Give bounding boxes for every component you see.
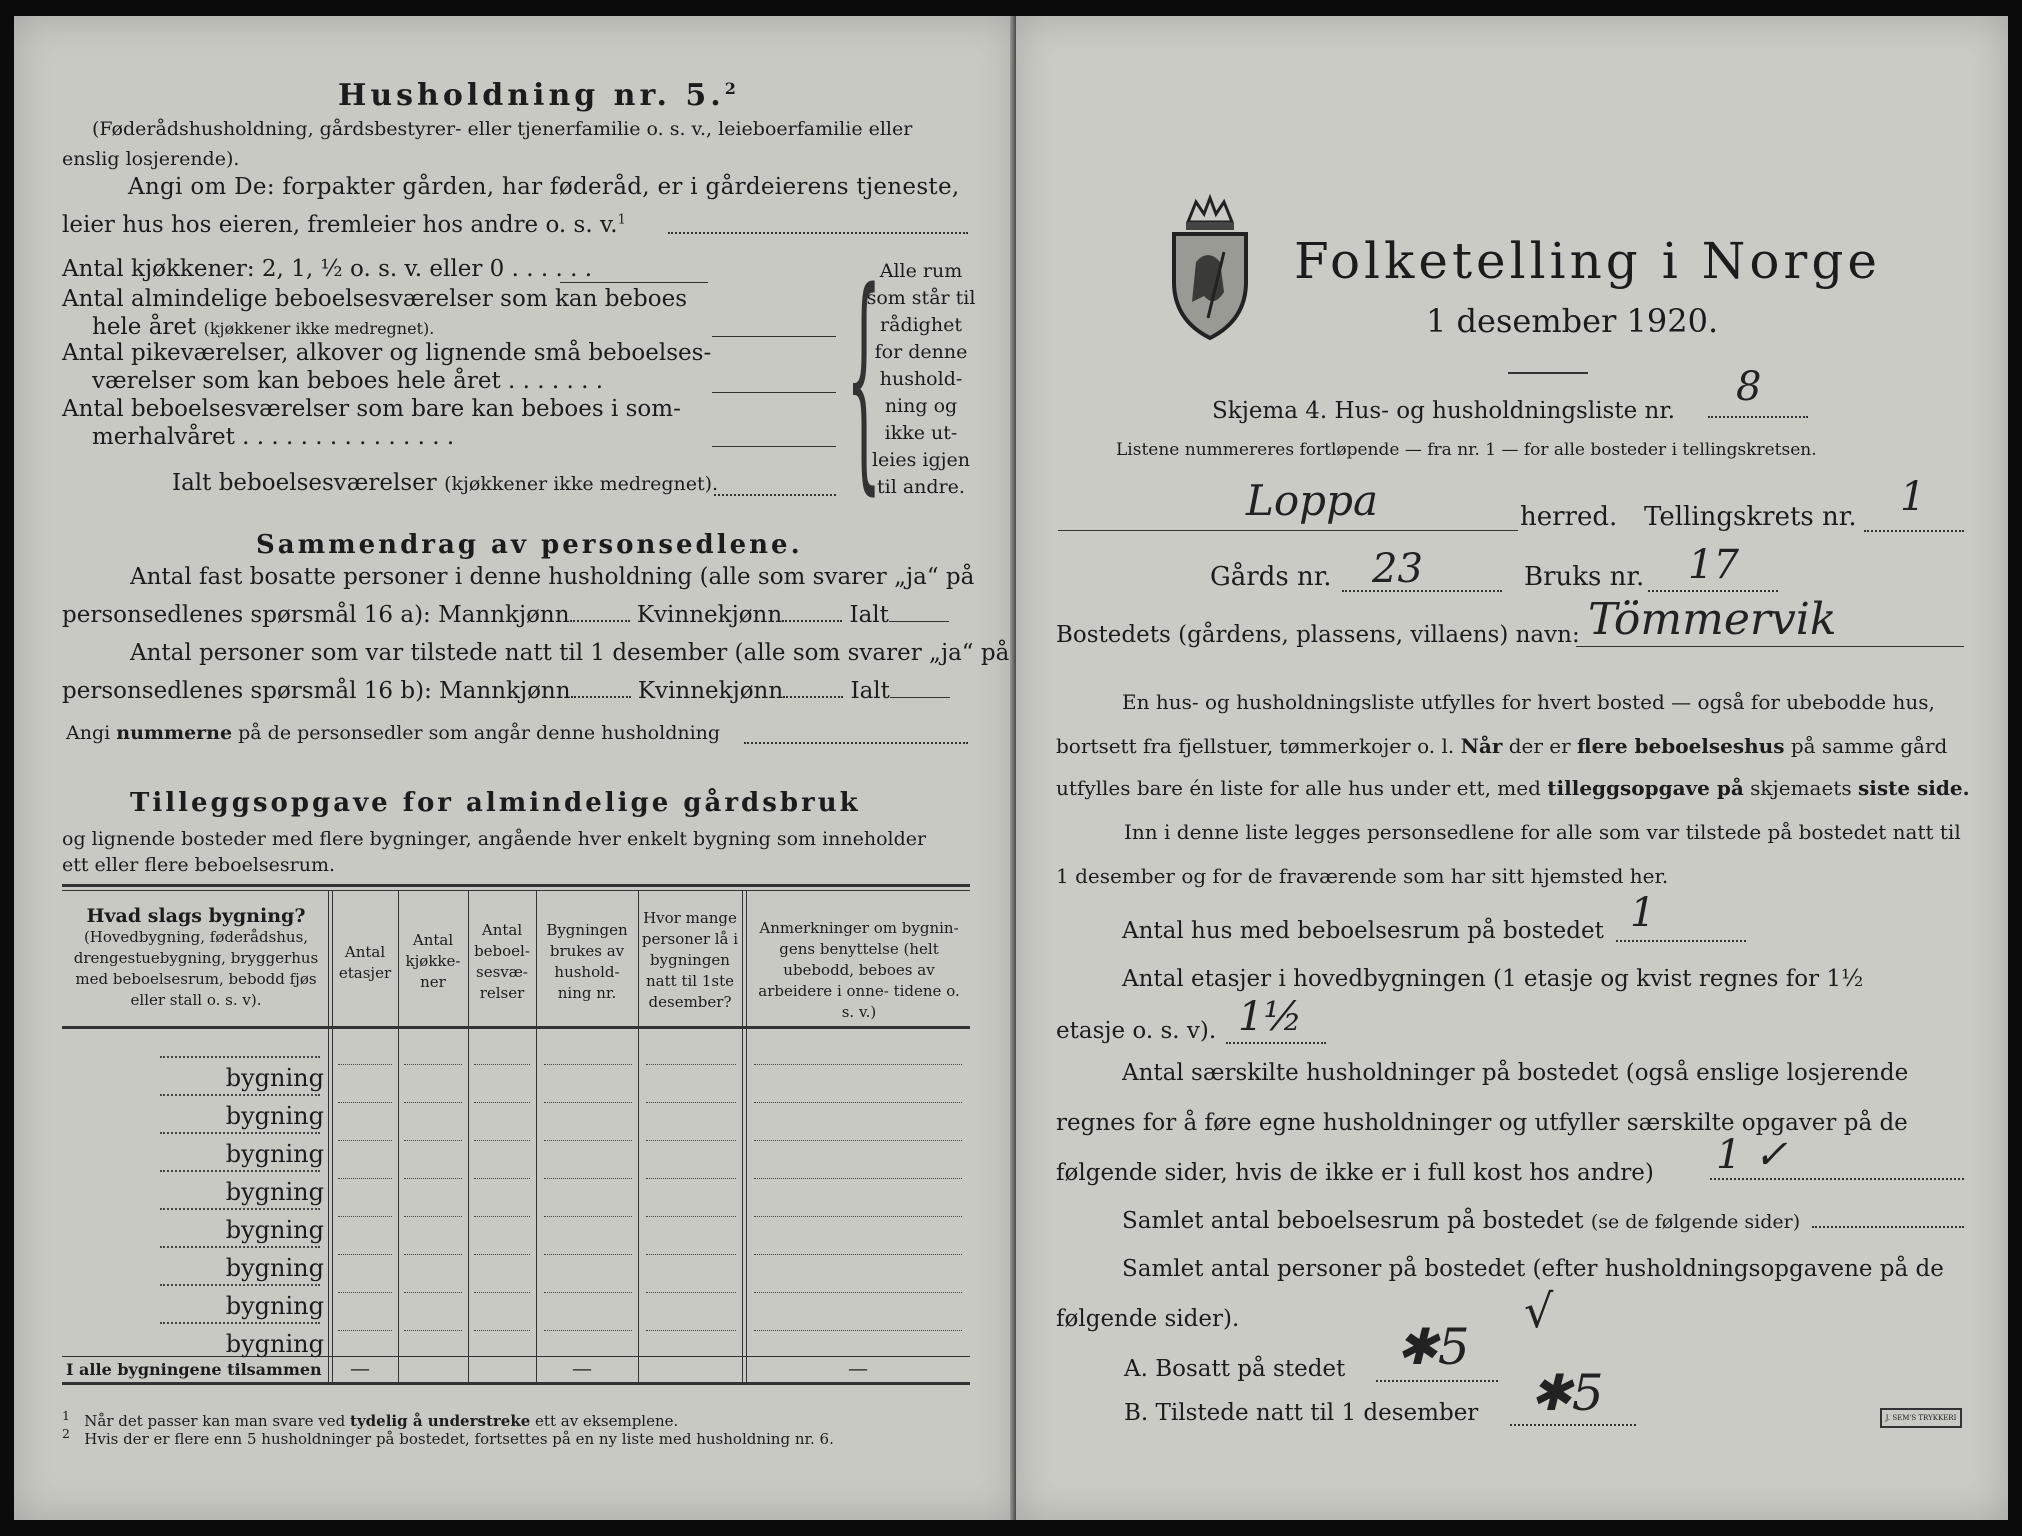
col-kjokkener-header: Antal kjøkke- ner — [405, 931, 461, 991]
building-row-cell[interactable] — [754, 1292, 962, 1293]
building-row-cell[interactable] — [474, 1178, 530, 1179]
building-row-cell[interactable] — [474, 1254, 530, 1255]
building-row-cell[interactable] — [404, 1178, 462, 1179]
instr-1c: utfylles bare én liste for alle hus under ett, med tilleggsopgave på skjemaets siste side. — [1056, 776, 1970, 800]
building-row-cell[interactable] — [646, 1102, 736, 1103]
building-row-cell[interactable] — [754, 1064, 962, 1065]
fast-line-1: Antal fast bosatte personer i denne husholdning (alle som svarer „ja“ på — [130, 564, 975, 590]
etasjer-label-2: etasje o. s. v). — [1056, 1018, 1217, 1044]
pike-answer-line[interactable] — [712, 392, 836, 393]
sarskilte-label-2: regnes for å føre egne husholdninger og utfyller særskilte opgaver på de — [1056, 1110, 1908, 1136]
tilstede-line-1: Antal personer som var tilstede natt til 1 desember (alle som svarer „ja“ på — [130, 640, 1010, 666]
building-row-cell[interactable] — [646, 1216, 736, 1217]
title-rule — [1508, 372, 1588, 374]
building-row-label: bygning — [62, 1302, 324, 1358]
brace-note-line: ning og — [884, 395, 958, 417]
angi-line-1: Angi om De: forpakter gården, har føderåd, er i gårdeierens tjeneste, — [128, 174, 960, 200]
building-row-cell[interactable] — [404, 1140, 462, 1141]
col-building-type-header: Hvad slags bygning? (Hovedbygning, føderådshus, drengestuebygning, bryggerhus med beboelsesrum, bebodd fjøs eller stall o. s. v). — [73, 905, 319, 1009]
angi-answer-line[interactable] — [668, 232, 968, 234]
brace-note-line: leies igjen — [871, 449, 971, 471]
pike-label-2: værelser som kan beboes hele året . . . . . . . — [92, 368, 604, 394]
sommer-label-2: merhalvåret . . . . . . . . . . . . . . . — [92, 424, 455, 450]
building-row-label: bygning — [62, 1150, 324, 1206]
building-row-cell[interactable] — [754, 1254, 962, 1255]
building-row-cell[interactable] — [404, 1064, 462, 1065]
tellingskrets-line — [1864, 530, 1964, 532]
building-table — [62, 884, 970, 1384]
building-row-label: bygning — [62, 1112, 324, 1168]
angi-nummerne: Angi nummerne på de personsedler som angår denne husholdning — [66, 722, 721, 744]
building-row-cell[interactable] — [646, 1064, 736, 1065]
samlet-personer-label-2: følgende sider). — [1056, 1306, 1240, 1332]
printer-stamp: J. SEM'S TRYKKERI — [1880, 1408, 1962, 1428]
building-row-label: bygning — [62, 1226, 324, 1282]
building-row-cell[interactable] — [404, 1216, 462, 1217]
building-row-cell[interactable] — [404, 1102, 462, 1103]
building-row-cell[interactable] — [754, 1178, 962, 1179]
pike-label-1: Antal pikeværelser, alkover og lignende små beboelses- — [62, 340, 712, 366]
building-row-cell[interactable] — [474, 1064, 530, 1065]
bruks-label: Bruks nr. — [1524, 562, 1645, 592]
tilstede-value[interactable]: ✱5 — [1530, 1364, 1604, 1422]
building-row-cell[interactable] — [338, 1254, 392, 1255]
brace-note-line: Alle rum — [879, 260, 963, 282]
bosted-value[interactable]: Tömmervik — [1588, 594, 1837, 645]
col-persons-header: Hvor mange personer lå i bygningen natt til 1ste desember? — [641, 909, 739, 1011]
building-row-cell[interactable] — [338, 1292, 392, 1293]
herred-label: herred. — [1520, 502, 1618, 532]
sarskilte-line — [1710, 1178, 1964, 1180]
bosted-line — [1576, 646, 1964, 647]
sommer-label-1: Antal beboelsesværelser som bare kan beboes i som- — [62, 396, 681, 422]
gards-label: Gårds nr. — [1210, 562, 1332, 592]
check-mark: √ — [1524, 1284, 1554, 1338]
col-household-header: Bygningen brukes av hushold- ning nr. — [546, 921, 628, 1002]
instr-2a: Inn i denne liste legges personsedlene for alle som var tilstede på bostedet natt til — [1124, 820, 1961, 844]
gards-line — [1342, 590, 1502, 592]
etasjer-label-1: Antal etasjer i hovedbygningen (1 etasje og kvist regnes for 1½ — [1122, 966, 1864, 992]
household-heading: Husholdning nr. 5.$^2$ — [338, 78, 740, 113]
building-row-cell[interactable] — [404, 1330, 462, 1331]
bruks-value[interactable]: 17 — [1688, 542, 1739, 588]
col-remarks-header: Anmerkninger om bygnin- gens benyttelse (helt ubebodd, beboes av arbeidere i onne- tidene o. s. v.) — [758, 919, 960, 1021]
building-row-cell[interactable] — [474, 1102, 530, 1103]
building-row-cell[interactable] — [754, 1102, 962, 1103]
building-row-label: bygning — [62, 1036, 324, 1092]
instr-2b: 1 desember og for de fraværende som har sitt hjemsted her. — [1056, 864, 1669, 888]
tellingskrets-label: Tellingskrets nr. — [1644, 502, 1857, 532]
tilstede-line — [1510, 1424, 1636, 1426]
hus-line — [1616, 940, 1746, 942]
brace-note-line: ikke ut- — [884, 422, 958, 444]
total-household-dash: — — [572, 1356, 592, 1380]
building-row-cell[interactable] — [474, 1216, 530, 1217]
building-row-cell[interactable] — [646, 1140, 736, 1141]
col-rooms-header: Antal beboel- sesvæ- relser — [474, 921, 530, 1002]
sarskilte-label-1: Antal særskilte husholdninger på bostedet (også enslige losjerende — [1122, 1060, 1909, 1086]
skjema-number-line — [1708, 416, 1808, 418]
building-row-cell[interactable] — [544, 1330, 632, 1331]
building-row-cell[interactable] — [474, 1140, 530, 1141]
building-row-cell[interactable] — [544, 1140, 632, 1141]
bruks-line — [1648, 590, 1778, 592]
tillegg-sub-1: og lignende bosteder med flere bygninger, angående hver enkelt bygning som inneholder — [62, 828, 927, 850]
bosatt-label: A. Bosatt på stedet — [1124, 1356, 1346, 1382]
building-row-cell[interactable] — [646, 1330, 736, 1331]
brace-note-line: hushold- — [879, 368, 963, 390]
samlet-personer-label-1: Samlet antal personer på bostedet (efter husholdningsopgavene på de — [1122, 1256, 1944, 1282]
tillegg-heading: Tilleggsopgave for almindelige gårdsbruk — [130, 788, 861, 818]
building-row-label: bygning — [62, 1264, 324, 1320]
building-row-cell[interactable] — [338, 1330, 392, 1331]
sarskilte-value[interactable]: 1 ✓ — [1716, 1132, 1788, 1178]
ialt-rooms-label: Ialt beboelsesværelser (kjøkkener ikke medregnet). — [172, 470, 719, 496]
alm-answer-line[interactable] — [712, 336, 836, 337]
census-title: Folketelling i Norge — [1294, 232, 1881, 290]
tilstede-line-2: personsedlenes spørsmål 16 b): Mannkjønn Kvinnekjønn Ialt — [62, 678, 950, 704]
building-row-cell[interactable] — [544, 1254, 632, 1255]
building-row-cell[interactable] — [646, 1254, 736, 1255]
building-row-cell[interactable] — [404, 1254, 462, 1255]
tilstede-label: B. Tilstede natt til 1 desember — [1124, 1400, 1479, 1426]
kjokken-answer-line[interactable] — [560, 282, 708, 283]
brace-note-line: for denne — [874, 341, 968, 363]
building-row-cell[interactable] — [646, 1292, 736, 1293]
bosted-label: Bostedets (gårdens, plassens, villaens) navn: — [1056, 622, 1580, 648]
building-row-cell[interactable] — [338, 1178, 392, 1179]
total-etasjer-dash: — — [350, 1356, 370, 1380]
total-remarks-dash: — — [848, 1356, 868, 1380]
footnote-2: $^2$ Hvis der er flere enn 5 husholdninger på bostedet, fortsettes på en ny liste med husholdning nr. 6. — [62, 1426, 834, 1448]
brace-note-line: som står til — [866, 287, 976, 309]
building-row-cell[interactable] — [754, 1216, 962, 1217]
household-subtitle-1: (Føderådshusholdning, gårdsbestyrer- eller tjenerfamilie o. s. v., leieboerfamilie eller — [92, 118, 913, 140]
angi-line-2: leier hus hos eieren, fremleier hos andre o. s. v.$^1$ — [62, 212, 626, 238]
brace-note-line: rådighet — [880, 314, 962, 336]
herred-line — [1058, 530, 1518, 531]
building-row-cell[interactable] — [338, 1064, 392, 1065]
building-row-cell[interactable] — [474, 1292, 530, 1293]
ialt-rooms-answer-line[interactable] — [714, 494, 836, 496]
building-row-cell[interactable] — [544, 1216, 632, 1217]
building-row-cell[interactable] — [338, 1140, 392, 1141]
hus-label: Antal hus med beboelsesrum på bostedet — [1122, 918, 1604, 944]
tillegg-sub-2: ett eller flere beboelsesrum. — [62, 854, 336, 876]
alm-label-2: hele året (kjøkkener ikke medregnet). — [92, 314, 435, 340]
tellingskrets-value[interactable]: 1 — [1900, 474, 1926, 520]
building-row-cell[interactable] — [754, 1330, 962, 1331]
alm-label-1: Antal almindelige beboelsesværelser som kan beboes — [62, 286, 688, 312]
building-row-cell[interactable] — [544, 1064, 632, 1065]
building-row-cell[interactable] — [404, 1292, 462, 1293]
census-date: 1 desember 1920. — [1426, 302, 1719, 340]
sarskilte-label-3: følgende sider, hvis de ikke er i full kost hos andre) — [1056, 1160, 1654, 1186]
building-row-label: bygning — [62, 1188, 324, 1244]
skjema-label: Skjema 4. Hus- og husholdningsliste nr. — [1212, 398, 1676, 424]
brace-note-line: til andre. — [877, 476, 965, 498]
numbering-note: Listene nummereres fortløpende — fra nr. 1 — for alle bosteder i tellingskretsen. — [1116, 440, 1817, 460]
gards-value[interactable]: 23 — [1372, 546, 1423, 592]
building-row-cell[interactable] — [544, 1102, 632, 1103]
building-row-cell[interactable] — [338, 1216, 392, 1217]
household-subtitle-2: enslig losjerende). — [62, 148, 240, 170]
footnote-1: $^1$ Når det passer kan man svare ved tydelig å understreke ett av eksemplene. — [62, 1408, 679, 1430]
samlet-rum-line[interactable] — [1812, 1226, 1964, 1228]
brace-symbol: { — [846, 245, 882, 518]
sommer-answer-line[interactable] — [712, 446, 836, 447]
instr-1b: bortsett fra fjellstuer, tømmerkojer o. l. Når der er flere beboelseshus på samme gård — [1056, 734, 1948, 758]
etasjer-value[interactable]: 1½ — [1238, 994, 1303, 1040]
herred-value[interactable]: Loppa — [1246, 476, 1378, 525]
skjema-number-value[interactable]: 8 — [1736, 364, 1762, 410]
brace-note — [866, 258, 976, 501]
hus-value[interactable]: 1 — [1630, 890, 1656, 936]
nummerne-answer-line[interactable] — [744, 742, 968, 744]
fast-line-2: personsedlenes spørsmål 16 a): Mannkjønn Kvinnekjønn Ialt — [62, 602, 949, 628]
building-row-cell[interactable] — [544, 1292, 632, 1293]
sammendrag-heading: Sammendrag av personsedlene. — [256, 530, 803, 560]
etasjer-line — [1226, 1042, 1326, 1044]
samlet-rum-label: Samlet antal beboelsesrum på bostedet (se de følgende sider) — [1122, 1208, 1801, 1234]
building-row-cell[interactable] — [474, 1330, 530, 1331]
building-row-label: bygning — [62, 1074, 324, 1130]
bosatt-line — [1376, 1380, 1498, 1382]
col-etasjer-header: Antal etasjer — [338, 943, 392, 982]
instr-1a: En hus- og husholdningsliste utfylles for hvert bosted — også for ubebodde hus, — [1122, 690, 1935, 714]
bosatt-value[interactable]: ✱5 — [1396, 1318, 1470, 1376]
building-row-cell[interactable] — [754, 1140, 962, 1141]
building-row-cell[interactable] — [338, 1102, 392, 1103]
building-row-cell[interactable] — [646, 1178, 736, 1179]
norway-coat-of-arms-icon — [1168, 192, 1252, 342]
building-row-cell[interactable] — [544, 1178, 632, 1179]
total-label: I alle bygningene tilsammen — [66, 1360, 322, 1379]
kjokken-label: Antal kjøkkener: 2, 1, ½ o. s. v. eller 0 . . . . . . — [62, 256, 593, 282]
